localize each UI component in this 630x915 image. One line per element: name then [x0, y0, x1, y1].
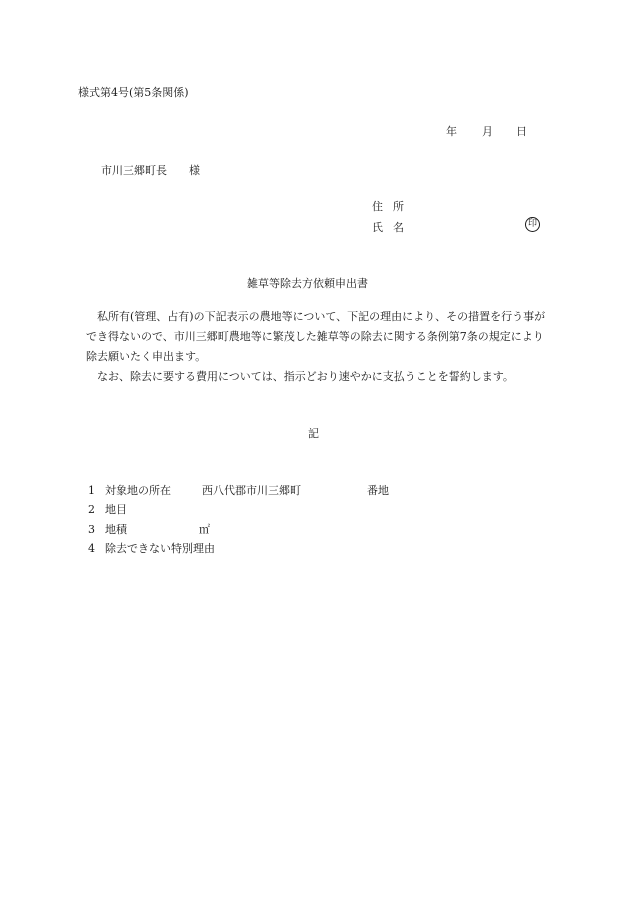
item-location [88, 481, 389, 500]
recipient-honorific: 様 [189, 164, 200, 177]
item-label: 地積 [105, 522, 127, 536]
item-number: 2 [88, 503, 95, 517]
date-year-label: 年 [446, 125, 457, 138]
recipient [101, 162, 200, 178]
item-land-area [88, 520, 215, 539]
item-number: 4 [88, 541, 95, 555]
body-paragraph-2: なお、除去に要する費用については、指示どおり速やかに支払うことを誓約します。 [97, 370, 514, 383]
date-day-label: 日 [516, 125, 527, 138]
item-label: 除去できない特別理由 [105, 541, 215, 555]
item-list [88, 481, 389, 558]
name-label: 氏名 [372, 221, 414, 234]
date-month-label: 月 [482, 125, 493, 138]
ki-heading: 記 [308, 427, 319, 440]
location-value: 西八代郡市川三郷町 [202, 484, 301, 497]
recipient-name: 市川三郷町長 [101, 164, 167, 177]
area-unit: ㎡ [199, 522, 210, 536]
item-special-reason [88, 539, 215, 558]
item-land-category [88, 500, 215, 519]
document-title: 雑草等除去方依頼申出書 [247, 277, 368, 290]
item-label: 地目 [105, 503, 127, 517]
body-text [86, 307, 554, 387]
item-number: 3 [88, 522, 95, 536]
item-number: 1 [88, 484, 95, 497]
location-suffix: 番地 [367, 484, 389, 497]
item-label: 対象地の所在 [105, 484, 171, 497]
form-number: 様式第4号(第5条関係) [78, 86, 189, 99]
seal-mark: 印 [525, 217, 540, 232]
address-label: 住所 [372, 200, 414, 213]
body-paragraph-1: 私所有(管理、占有)の下記表示の農地等について、下記の理由により、その措置を行う事ができ得ないので、市川三郷町農地等に繁茂した雑草等の除去に関する条例第7条の規定により除去願いたく申出ます。 [86, 310, 546, 363]
